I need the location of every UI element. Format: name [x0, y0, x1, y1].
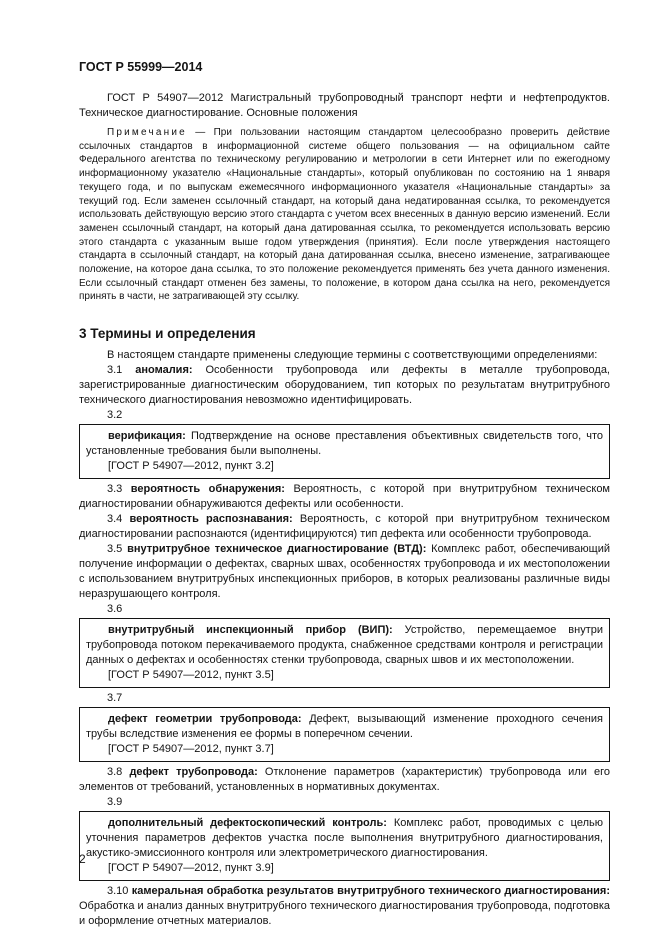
term-3-9-box: [79, 811, 610, 881]
term-name: дефект геометрии трубопровода:: [108, 713, 302, 726]
term-name: внутритрубный инспекционный прибор (ВИП):: [108, 624, 393, 637]
reference-entry: ГОСТ Р 54907—2012 Магистральный трубопроводный транспорт нефти и нефтепродуктов. Техническое диагностирование. Основные положения: [79, 92, 610, 119]
term-3-2-box: [79, 424, 610, 479]
term-3-7-number: 3.7: [107, 692, 123, 705]
term-3-1: 3.1 аномалия: Особенности трубопровода или дефекты в металле трубопровода, зарегистрированные диагностическим оборудованием, тип которых по результатам внутритрубного технического диагностирования невозможно идентифицировать.: [79, 364, 610, 407]
term-3-7: дефект геометрии трубопровода: Дефект, вызывающий изменение проходного сечения трубы вследствие изменения ее формы в поперечном сечении.: [86, 713, 603, 741]
term-name: аномалия:: [135, 364, 193, 377]
term-3-2-number: 3.2: [107, 409, 123, 422]
term-3-6: внутритрубный инспекционный прибор (ВИП): Устройство, перемещаемое внутри трубопровода потоком перекачиваемого продукта, снабженное средствами контроля и регистрации данных о дефектах и особенностях стенки трубопровода, сварных швов и их местоположении.: [86, 624, 604, 667]
term-name: вероятность обнаружения:: [130, 483, 285, 496]
term-name: дефект трубопровода:: [129, 766, 258, 779]
term-3-10: 3.10 камеральная обработка результатов внутритрубного технического диагностирования: Обработка и анализ данных внутритрубного технического диагностирования трубопровода, подготовка и оформление отчетных материалов.: [79, 885, 610, 928]
term-3-9-source: [ГОСТ Р 54907—2012, пункт 3.9]: [108, 862, 274, 875]
term-3-2: верификация: Подтверждение на основе преставления объективных свидетельств того, что установленные требования были выполнены.: [86, 430, 603, 458]
term-name: дополнительный дефектоскопический контроль:: [108, 817, 387, 830]
term-3-3: 3.3 вероятность обнаружения: Вероятность, с которой при внутритрубном техническом диагностировании обнаруживаются дефекты или особенности.: [79, 483, 610, 511]
term-3-6-box: [79, 618, 610, 688]
term-name: внутритрубное техническое диагностирование (ВТД):: [127, 543, 427, 556]
section-intro: В настоящем стандарте применены следующие термины с соответствующими определениями:: [107, 349, 598, 362]
term-3-2-source: [ГОСТ Р 54907—2012, пункт 3.2]: [108, 460, 274, 473]
term-3-4: 3.4 вероятность распознавания: Вероятность, с которой при внутритрубном техническом диагностировании распознаются (идентифицируются) тип дефекта или особенности трубопровода.: [79, 513, 610, 541]
note-label: Примечание: [107, 127, 187, 138]
term-3-9-number: 3.9: [107, 796, 123, 809]
term-3-5: 3.5 внутритрубное техническое диагностирование (ВТД): Комплекс работ, обеспечивающий получение информации о дефектах, сварных швах, особенностях трубопровода и их местоположении с использованием внутритрубных инспекционных приборов, в которых реализованы различные виды неразрушающего контроля.: [79, 543, 610, 601]
reference-note: [79, 126, 610, 304]
term-name: верификация:: [108, 430, 186, 443]
term-3-9: дополнительный дефектоскопический контроль: Комплекс работ, проводимых с целью уточнения параметров дефектов участка после выполнения внутритрубного диагностирования, акустико-эмиссионного контроля или электрометрического диагностирования.: [86, 817, 604, 860]
term-3-7-box: [79, 707, 610, 762]
term-3-6-source: [ГОСТ Р 54907—2012, пункт 3.5]: [108, 669, 274, 682]
term-3-7-source: [ГОСТ Р 54907—2012, пункт 3.7]: [108, 743, 274, 756]
page-number: 2: [79, 852, 86, 866]
document-code: ГОСТ Р 55999—2014: [79, 60, 203, 74]
page-body: [79, 91, 610, 929]
term-name: вероятность распознавания:: [129, 513, 293, 526]
term-3-8: 3.8 дефект трубопровода: Отклонение параметров (характеристик) трубопровода или его элементов от требований, установленных в нормативных документах.: [79, 766, 610, 794]
note-text: — При пользовании настоящим стандартом целесообразно проверить действие ссылочных стандартов в информационной системе общего пользования — на официальном сайте Федерального агентства по техническому регулированию и метрологии в сети Интернет или по ежегодному информационному указателю «Национальные стандарты», который опубликован по состоянию на 1 января текущего года, и по выпускам ежемесячного информационного указателя «Национальные стандарты» за текущий год. Если заменен ссылочный стандарт, на который дана недатированная ссылка, то рекомендуется использовать действующую версию этого стандарта с учетом всех внесенных в данную версию изменений. Если заменен ссылочный стандарт, на который дана датированная ссылка, то рекомендуется использовать версию этого стандарта с указанным выше годом утверждения (принятия). Если после утверждения настоящего стандарта в ссылочный стандарт, на который дана датированная ссылка, внесено изменение, затрагивающее положение, на которое дана ссылка, то это положение рекомендуется применять без учета данного изменения. Если ссылочный стандарт отменен без замены, то положение, в котором дана ссылка на него, рекомендуется принять в части, не затрагивающей эту ссылку.: [79, 127, 610, 303]
section-title: 3 Термины и определения: [79, 326, 256, 342]
term-name: камеральная обработка результатов внутритрубного технического диагностирования:: [131, 885, 610, 898]
term-3-6-number: 3.6: [107, 603, 123, 616]
